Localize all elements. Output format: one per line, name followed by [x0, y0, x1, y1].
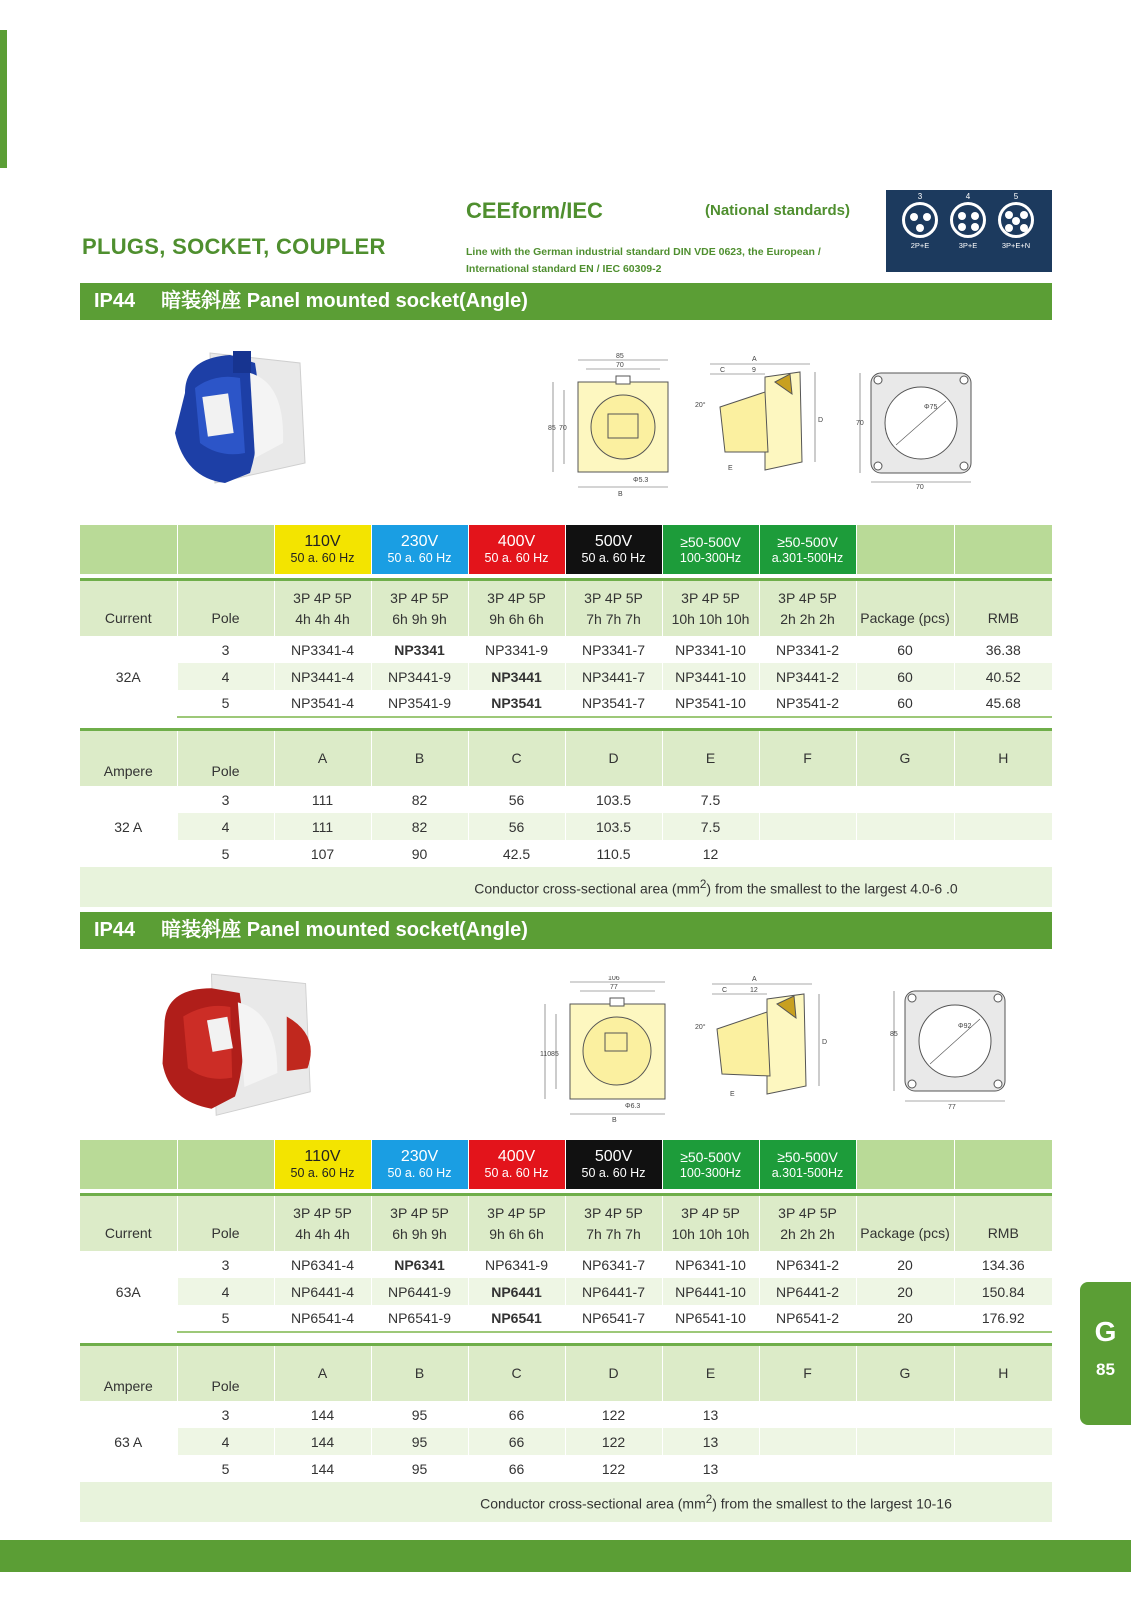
dim-height-inner: 70	[559, 425, 567, 432]
ampere-value: 63 A	[80, 1401, 177, 1482]
dim-d: D	[818, 417, 824, 424]
cutout-drawing-32a	[856, 365, 996, 490]
left-accent-bar	[0, 30, 7, 168]
dim-cut-dia: Φ92	[958, 1023, 972, 1030]
national-standards: (National standards)	[705, 202, 851, 219]
voltage-50-500v-b: ≥50-500V a.301-500Hz	[759, 525, 856, 574]
table-row: 4 NP6441-4 NP6441-9 NP6441 NP6441-7 NP6441-10 NP6441-2 20 150.84	[80, 1278, 1052, 1305]
model-header-row: Current Pole 3P 4P 5P 4h 4h 4h 3P 4P 5P 6h 9h 9h 3P 4P 5P 9h 6h 6h 3P 4P 5P 7h 7h 7h 3P 4P 5P 10h 10h 10h 3P 4P 5P 2h 2h 2h Package (pcs) RMB	[80, 579, 1052, 636]
dim-cut-w: 70	[916, 484, 924, 490]
voltage-50-500v-a: ≥50-500V 100-300Hz	[662, 1140, 759, 1189]
dim-e: E	[728, 465, 733, 472]
voltage-row	[80, 1140, 1052, 1189]
dim-cut-dia: Φ75	[924, 404, 938, 411]
chapter-letter: G	[1094, 1316, 1117, 1347]
voltage-row	[80, 525, 1052, 574]
dim-cut-h: 85	[890, 1031, 898, 1038]
voltage-400v: 400V 50 a. 60 Hz	[468, 1140, 565, 1189]
current-value: 63A	[80, 1251, 177, 1332]
dim-angle: 20°	[695, 402, 706, 409]
table-row: 4 144 95 66 122 13	[80, 1428, 1052, 1455]
blue-socket-product-image	[155, 333, 315, 493]
table-row: 5 107 90 42.5 110.5 12	[80, 840, 1052, 867]
voltage-50-500v-a: ≥50-500V 100-300Hz	[662, 525, 759, 574]
page-number: 85	[1096, 1360, 1115, 1379]
dim-a: A	[752, 356, 757, 363]
table-row: 4 111 82 56 103.5 7.5	[80, 813, 1052, 840]
voltage-110v: 110V 50 a. 60 Hz	[274, 1140, 371, 1189]
socket-4pin-icon	[950, 202, 986, 238]
dim-d: D	[822, 1039, 828, 1046]
front-dimension-drawing-32a	[548, 352, 678, 502]
voltage-50-500v-b: ≥50-500V a.301-500Hz	[759, 1140, 856, 1189]
model-table-63a	[80, 1140, 1052, 1522]
table-row: 32A 3 NP3341-4 NP3341 NP3341-9 NP3341-7 NP3341-10 NP3341-2 60 36.38	[80, 636, 1052, 663]
pin-configuration-box	[886, 190, 1052, 272]
dim-c: C	[722, 987, 728, 994]
table-row: 63 A 3 144 95 66 122 13	[80, 1401, 1052, 1428]
current-value: 32A	[80, 636, 177, 717]
pin-config-5: 5 3P+E+N	[999, 192, 1033, 232]
dim-hole: Φ6.3	[625, 1103, 641, 1110]
conductor-note: Conductor cross-sectional area $(mm^2)$ from the smallest to the largest 4.0-6 .0	[80, 867, 1052, 907]
table-row: 5 NP3541-4 NP3541-9 NP3541 NP3541-7 NP3541-10 NP3541-2 60 45.68	[80, 690, 1052, 717]
conductor-note: Conductor cross-sectional area $(mm^2)$ from the smallest to the largest 10-16	[80, 1482, 1052, 1522]
dim-hole: Φ5.3	[633, 477, 649, 484]
dim-b: B	[612, 1117, 617, 1124]
socket-5pin-icon	[998, 202, 1034, 238]
voltage-230v: 230V 50 a. 60 Hz	[371, 525, 468, 574]
dim-width-outer: 85	[616, 353, 624, 360]
cutout-drawing-63a	[890, 986, 1025, 1111]
pin-config-3: 3 2P+E	[903, 192, 937, 232]
table-row: 5 144 95 66 122 13	[80, 1455, 1052, 1482]
dim-nine: 12	[750, 987, 758, 994]
voltage-500v: 500V 50 a. 60 Hz	[565, 1140, 662, 1189]
dim-b: B	[618, 491, 623, 498]
ampere-value: 32 A	[80, 786, 177, 867]
standard-title: CEEform/IEC	[466, 198, 603, 223]
dim-width-outer: 106	[608, 976, 620, 982]
dim-width-inner: 77	[610, 984, 618, 991]
voltage-230v: 230V 50 a. 60 Hz	[371, 1140, 468, 1189]
front-dimension-drawing-63a	[540, 976, 680, 1126]
dim-cut-w: 77	[948, 1104, 956, 1111]
dim-cut-h: 70	[856, 420, 864, 427]
voltage-110v: 110V 50 a. 60 Hz	[274, 525, 371, 574]
table-row: 4 NP3441-4 NP3441-9 NP3441 NP3441-7 NP3441-10 NP3441-2 60 40.52	[80, 663, 1052, 690]
dim-width-inner: 70	[616, 362, 624, 369]
voltage-400v: 400V 50 a. 60 Hz	[468, 525, 565, 574]
dim-c: C	[720, 367, 726, 374]
section-title-bar-63a: IP44 暗装斜座 Panel mounted socket(Angle)	[80, 912, 1052, 949]
table-row: 63A 3 NP6341-4 NP6341 NP6341-9 NP6341-7 NP6341-10 NP6341-2 20 134.36	[80, 1251, 1052, 1278]
dim-e: E	[730, 1091, 735, 1098]
dim-nine: 9	[752, 367, 756, 374]
bottom-accent-bar	[0, 1540, 1131, 1572]
dim-a: A	[752, 976, 757, 983]
dimension-header-row: Ampere Pole A B C D E F G H	[80, 1344, 1052, 1401]
dimension-header-row: Ampere Pole A B C D E F G H	[80, 729, 1052, 786]
side-dimension-drawing-63a	[692, 974, 832, 1114]
dim-height-outer: 110	[540, 1051, 552, 1058]
dim-height-outer: 85	[548, 425, 556, 432]
table-row: 5 NP6541-4 NP6541-9 NP6541 NP6541-7 NP6541-10 NP6541-2 20 176.92	[80, 1305, 1052, 1332]
dim-height-inner: 85	[551, 1051, 559, 1058]
chapter-side-tab	[1080, 1282, 1131, 1425]
dim-angle: 20°	[695, 1024, 706, 1031]
section-title-bar-32a: IP44 暗装斜座 Panel mounted socket(Angle)	[80, 283, 1052, 320]
pin-config-4: 4 3P+E	[951, 192, 985, 232]
page-heading: PLUGS, SOCKET, COUPLER	[82, 234, 386, 259]
side-dimension-drawing-32a	[690, 352, 830, 492]
table-row: 32 A 3 111 82 56 103.5 7.5	[80, 786, 1052, 813]
standard-description: Line with the German industrial standard DIN VDE 0623, the European / International standard EN / IEC 60309-2	[466, 246, 821, 275]
model-table-32a	[80, 525, 1052, 907]
socket-3pin-icon	[902, 202, 938, 238]
model-header-row: Current Pole 3P 4P 5P 4h 4h 4h 3P 4P 5P 6h 9h 9h 3P 4P 5P 9h 6h 6h 3P 4P 5P 7h 7h 7h 3P 4P 5P 10h 10h 10h 3P 4P 5P 2h 2h 2h Package (pcs) RMB	[80, 1194, 1052, 1251]
red-socket-product-image	[155, 960, 315, 1120]
voltage-500v: 500V 50 a. 60 Hz	[565, 525, 662, 574]
